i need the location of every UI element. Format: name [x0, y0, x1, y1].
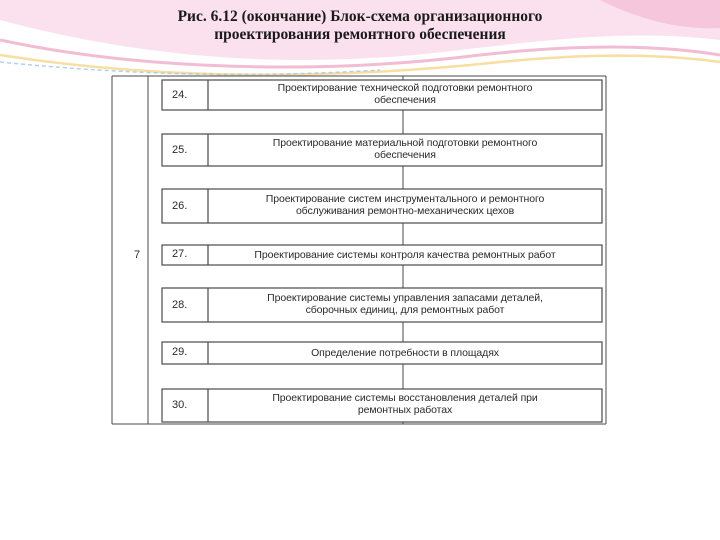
block-28-text	[212, 292, 598, 316]
block-30-text-line-2: ремонтных работах	[357, 404, 453, 416]
block-25-number: 25.	[172, 144, 188, 156]
block-24-text-line-2: обеспечения	[374, 94, 436, 106]
block-24-number: 24.	[172, 89, 188, 101]
block-26-text-line-1: Проектирование систем инструментального и ремонтного	[265, 193, 545, 205]
block-30-text-line-1: Проектирование системы восстановления деталей при	[272, 392, 538, 404]
block-26-number: 26.	[172, 200, 188, 212]
block-27-text-line-1: Проектирование системы контроля качества ремонтных работ	[254, 249, 556, 261]
block-24-text-line-1: Проектирование технической подготовки ремонтного	[277, 82, 533, 94]
title-line-2: проектирования ремонтного обеспечения	[214, 26, 506, 43]
block-25-text	[212, 137, 598, 161]
block-28-text-line-1: Проектирование системы управления запасами деталей,	[267, 292, 543, 304]
block-25-text-line-1: Проектирование материальной подготовки ремонтного	[272, 137, 538, 149]
block-27-text	[212, 249, 598, 261]
block-30-text	[212, 392, 598, 416]
block-30-number: 30.	[172, 399, 188, 411]
block-28-text-line-2: сборочных единиц, для ремонтных работ	[305, 304, 505, 316]
block-26-text-line-2: обслуживания ремонтно-механических цехов	[295, 205, 515, 217]
block-25-text-line-2: обеспечения	[374, 149, 436, 161]
title-line-1: Рис. 6.12 (окончание) Блок-схема организационного	[177, 8, 543, 25]
block-27-number: 27.	[172, 248, 188, 260]
block-26-text	[212, 193, 598, 217]
block-28-number: 28.	[172, 299, 188, 311]
block-29-number: 29.	[172, 346, 188, 358]
block-29-text-line-1: Определение потребности в площадях	[311, 347, 499, 359]
group-label: 7	[134, 249, 141, 261]
block-29-text	[212, 347, 598, 359]
block-24-text	[212, 82, 598, 106]
